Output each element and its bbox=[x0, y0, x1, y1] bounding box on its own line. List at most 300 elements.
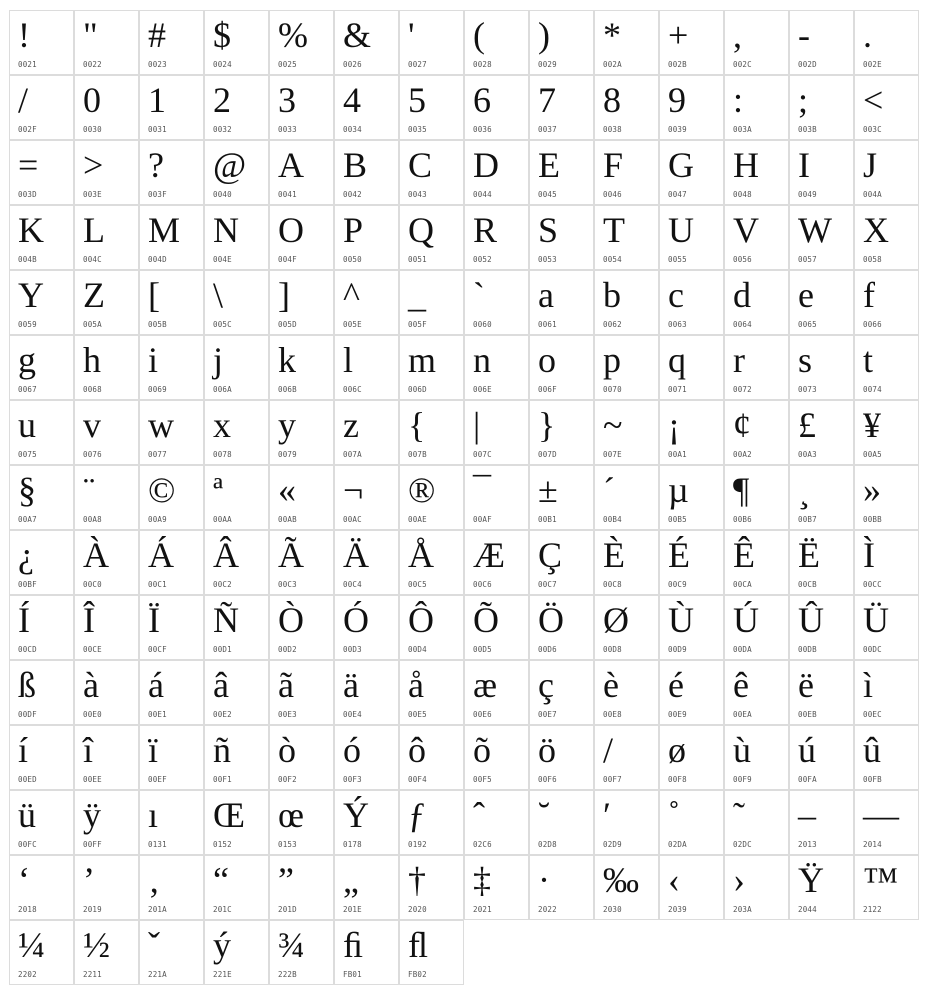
glyph-char: V bbox=[733, 210, 759, 250]
glyph-cell bbox=[334, 530, 399, 595]
glyph-cell bbox=[399, 140, 464, 205]
glyph-cell bbox=[529, 10, 594, 75]
glyph-cell bbox=[724, 530, 789, 595]
glyph-code: 00C7 bbox=[538, 580, 557, 589]
glyph-char: X bbox=[863, 210, 889, 250]
glyph-char: © bbox=[148, 470, 176, 510]
glyph-cell bbox=[9, 465, 74, 530]
glyph-cell bbox=[399, 465, 464, 530]
glyph-cell bbox=[334, 725, 399, 790]
glyph-char: ¸ bbox=[798, 470, 810, 510]
glyph-cell bbox=[9, 530, 74, 595]
glyph-cell bbox=[204, 75, 269, 140]
glyph-char: L bbox=[83, 210, 105, 250]
glyph-char: Ì bbox=[863, 535, 875, 575]
glyph-cell bbox=[789, 10, 854, 75]
glyph-code: 00F2 bbox=[278, 775, 297, 784]
glyph-code: 0047 bbox=[668, 190, 687, 199]
glyph-code: 0030 bbox=[83, 125, 102, 134]
glyph-cell bbox=[139, 400, 204, 465]
glyph-char: & bbox=[343, 15, 372, 55]
glyph-char: ’ bbox=[83, 860, 95, 900]
glyph-cell bbox=[139, 855, 204, 920]
glyph-code: 0063 bbox=[668, 320, 687, 329]
glyph-cell bbox=[204, 855, 269, 920]
glyph-char: Ã bbox=[278, 535, 304, 575]
glyph-cell bbox=[789, 725, 854, 790]
glyph-char: g bbox=[18, 340, 36, 380]
glyph-char: ÿ bbox=[83, 795, 101, 835]
glyph-cell bbox=[659, 725, 724, 790]
glyph-code: 00EA bbox=[733, 710, 752, 719]
glyph-code: 00CE bbox=[83, 645, 102, 654]
glyph-code: 0050 bbox=[343, 255, 362, 264]
glyph-cell bbox=[659, 400, 724, 465]
glyph-char: N bbox=[213, 210, 239, 250]
glyph-char: ì bbox=[863, 665, 874, 705]
glyph-code: 02DC bbox=[733, 840, 752, 849]
glyph-char: ` bbox=[473, 275, 485, 315]
glyph-code: 00F7 bbox=[603, 775, 622, 784]
glyph-char: Ý bbox=[343, 795, 369, 835]
glyph-cell bbox=[334, 10, 399, 75]
glyph-code: 007D bbox=[538, 450, 557, 459]
glyph-code: 0077 bbox=[148, 450, 167, 459]
glyph-char: q bbox=[668, 340, 686, 380]
glyph-char: ( bbox=[473, 15, 485, 55]
glyph-cell bbox=[74, 10, 139, 75]
glyph-code: 00CD bbox=[18, 645, 37, 654]
glyph-cell bbox=[9, 205, 74, 270]
glyph-code: 0079 bbox=[278, 450, 297, 459]
glyph-cell bbox=[269, 465, 334, 530]
glyph-char: ½ bbox=[83, 925, 110, 965]
glyph-cell bbox=[724, 205, 789, 270]
glyph-cell bbox=[139, 75, 204, 140]
glyph-code: 0054 bbox=[603, 255, 622, 264]
glyph-char: E bbox=[538, 145, 560, 185]
glyph-cell bbox=[204, 725, 269, 790]
glyph-char: T bbox=[603, 210, 625, 250]
glyph-code: 00E5 bbox=[408, 710, 427, 719]
glyph-code: 005F bbox=[408, 320, 427, 329]
glyph-code: 0028 bbox=[473, 60, 492, 69]
glyph-cell bbox=[334, 660, 399, 725]
glyph-code: 2202 bbox=[18, 970, 37, 979]
glyph-cell bbox=[724, 725, 789, 790]
glyph-code: 0064 bbox=[733, 320, 752, 329]
glyph-cell bbox=[464, 10, 529, 75]
glyph-char: . bbox=[863, 15, 872, 55]
glyph-code: 00ED bbox=[18, 775, 37, 784]
glyph-code: 00D5 bbox=[473, 645, 492, 654]
glyph-char: s bbox=[798, 340, 813, 380]
glyph-code: 00CF bbox=[148, 645, 167, 654]
glyph-code: 0060 bbox=[473, 320, 492, 329]
glyph-cell bbox=[204, 335, 269, 400]
glyph-cell bbox=[139, 530, 204, 595]
glyph-cell bbox=[74, 140, 139, 205]
glyph-char: a bbox=[538, 275, 554, 315]
glyph-cell bbox=[464, 465, 529, 530]
glyph-cell bbox=[594, 400, 659, 465]
glyph-char: ã bbox=[278, 665, 294, 705]
glyph-cell bbox=[529, 660, 594, 725]
glyph-char: # bbox=[148, 15, 166, 55]
glyph-code: 00EC bbox=[863, 710, 882, 719]
glyph-code: 00C9 bbox=[668, 580, 687, 589]
glyph-char: 5 bbox=[408, 80, 426, 120]
glyph-cell bbox=[204, 140, 269, 205]
glyph-char: 4 bbox=[343, 80, 361, 120]
glyph-code: 004E bbox=[213, 255, 232, 264]
glyph-cell bbox=[724, 10, 789, 75]
glyph-cell bbox=[269, 75, 334, 140]
glyph-code: 00AC bbox=[343, 515, 362, 524]
glyph-cell bbox=[139, 920, 204, 985]
glyph-char: ª bbox=[213, 470, 223, 510]
glyph-char: Ÿ bbox=[798, 860, 824, 900]
glyph-code: 00E3 bbox=[278, 710, 297, 719]
glyph-cell bbox=[9, 10, 74, 75]
glyph-cell bbox=[74, 855, 139, 920]
glyph-char: O bbox=[278, 210, 304, 250]
glyph-char: _ bbox=[408, 275, 426, 315]
glyph-cell bbox=[204, 920, 269, 985]
glyph-char: < bbox=[863, 80, 884, 120]
glyph-code: 007C bbox=[473, 450, 492, 459]
glyph-cell bbox=[74, 465, 139, 530]
glyph-code: 201D bbox=[278, 905, 297, 914]
glyph-cell bbox=[594, 205, 659, 270]
glyph-code: 00E6 bbox=[473, 710, 492, 719]
glyph-code: 00AB bbox=[278, 515, 297, 524]
glyph-char: ' bbox=[408, 15, 415, 55]
glyph-cell bbox=[74, 335, 139, 400]
glyph-cell bbox=[269, 400, 334, 465]
glyph-code: 221E bbox=[213, 970, 232, 979]
glyph-code: 006D bbox=[408, 385, 427, 394]
glyph-code: 0043 bbox=[408, 190, 427, 199]
glyph-cell bbox=[399, 920, 464, 985]
glyph-cell bbox=[269, 660, 334, 725]
glyph-char: ) bbox=[538, 15, 550, 55]
glyph-cell bbox=[659, 205, 724, 270]
glyph-cell bbox=[464, 400, 529, 465]
glyph-cell bbox=[74, 400, 139, 465]
glyph-char: 0 bbox=[83, 80, 101, 120]
glyph-code: 2021 bbox=[473, 905, 492, 914]
glyph-code: 00F1 bbox=[213, 775, 232, 784]
glyph-cell bbox=[269, 595, 334, 660]
glyph-char: [ bbox=[148, 275, 160, 315]
glyph-cell bbox=[269, 270, 334, 335]
glyph-code: 00B5 bbox=[668, 515, 687, 524]
glyph-cell bbox=[334, 140, 399, 205]
glyph-cell bbox=[399, 660, 464, 725]
glyph-cell bbox=[334, 335, 399, 400]
glyph-char: ﬁ bbox=[343, 925, 364, 965]
glyph-cell bbox=[659, 855, 724, 920]
glyph-cell bbox=[529, 400, 594, 465]
glyph-cell bbox=[854, 595, 919, 660]
glyph-cell bbox=[399, 75, 464, 140]
glyph-code: 2039 bbox=[668, 905, 687, 914]
glyph-char: ¬ bbox=[343, 470, 364, 510]
glyph-cell bbox=[594, 660, 659, 725]
glyph-char: 3 bbox=[278, 80, 296, 120]
glyph-char: Ø bbox=[603, 600, 629, 640]
glyph-cell bbox=[334, 920, 399, 985]
glyph-char: ‰ bbox=[603, 860, 639, 900]
glyph-cell bbox=[789, 270, 854, 335]
glyph-char: ‚ bbox=[148, 860, 160, 900]
glyph-cell bbox=[74, 920, 139, 985]
glyph-char: r bbox=[733, 340, 745, 380]
glyph-cell bbox=[9, 140, 74, 205]
glyph-char: ó bbox=[343, 730, 361, 770]
glyph-code: 0070 bbox=[603, 385, 622, 394]
glyph-char: Ç bbox=[538, 535, 563, 575]
glyph-cell bbox=[74, 75, 139, 140]
glyph-cell bbox=[854, 465, 919, 530]
glyph-char: l bbox=[343, 340, 354, 380]
glyph-cell bbox=[529, 75, 594, 140]
glyph-code: FB01 bbox=[343, 970, 362, 979]
glyph-code: 002B bbox=[668, 60, 687, 69]
glyph-char: å bbox=[408, 665, 424, 705]
glyph-cell bbox=[854, 400, 919, 465]
glyph-cell bbox=[464, 270, 529, 335]
glyph-char: S bbox=[538, 210, 559, 250]
glyph-code: 2019 bbox=[83, 905, 102, 914]
glyph-char: “ bbox=[213, 860, 229, 900]
glyph-char: — bbox=[863, 795, 899, 835]
glyph-code: 0131 bbox=[148, 840, 167, 849]
glyph-char: H bbox=[733, 145, 759, 185]
glyph-char: Q bbox=[408, 210, 434, 250]
glyph-code: 0078 bbox=[213, 450, 232, 459]
glyph-char: è bbox=[603, 665, 619, 705]
glyph-cell bbox=[854, 205, 919, 270]
glyph-cell bbox=[9, 400, 74, 465]
glyph-char: B bbox=[343, 145, 368, 185]
glyph-code: 0049 bbox=[798, 190, 817, 199]
glyph-code: 003C bbox=[863, 125, 882, 134]
glyph-code: 0153 bbox=[278, 840, 297, 849]
glyph-code: 00DA bbox=[733, 645, 752, 654]
glyph-code: 00C5 bbox=[408, 580, 427, 589]
glyph-code: 02D8 bbox=[538, 840, 557, 849]
glyph-code: 0061 bbox=[538, 320, 557, 329]
glyph-cell bbox=[854, 140, 919, 205]
glyph-cell bbox=[659, 660, 724, 725]
glyph-cell bbox=[854, 725, 919, 790]
glyph-cell bbox=[139, 335, 204, 400]
glyph-code: 007B bbox=[408, 450, 427, 459]
glyph-char: d bbox=[733, 275, 751, 315]
glyph-char: = bbox=[18, 145, 39, 185]
glyph-char: £ bbox=[798, 405, 816, 445]
glyph-code: 00AF bbox=[473, 515, 492, 524]
glyph-cell bbox=[594, 10, 659, 75]
glyph-char: > bbox=[83, 145, 104, 185]
glyph-char: ˇ bbox=[148, 925, 160, 965]
glyph-code: 004B bbox=[18, 255, 37, 264]
glyph-cell bbox=[529, 465, 594, 530]
glyph-cell bbox=[464, 140, 529, 205]
glyph-cell bbox=[9, 75, 74, 140]
glyph-cell bbox=[789, 400, 854, 465]
glyph-char: ¨ bbox=[83, 470, 95, 510]
glyph-cell bbox=[594, 75, 659, 140]
glyph-code: 00CB bbox=[798, 580, 817, 589]
glyph-code: 00E2 bbox=[213, 710, 232, 719]
glyph-cell bbox=[399, 10, 464, 75]
glyph-code: 0053 bbox=[538, 255, 557, 264]
glyph-code: 00E1 bbox=[148, 710, 167, 719]
glyph-code: 0073 bbox=[798, 385, 817, 394]
glyph-cell bbox=[789, 855, 854, 920]
glyph-char: – bbox=[798, 795, 816, 835]
glyph-cell bbox=[334, 595, 399, 660]
glyph-cell bbox=[74, 595, 139, 660]
glyph-char: R bbox=[473, 210, 498, 250]
glyph-cell bbox=[399, 335, 464, 400]
glyph-cell bbox=[594, 270, 659, 335]
glyph-char: 6 bbox=[473, 80, 491, 120]
glyph-code: 2030 bbox=[603, 905, 622, 914]
glyph-char: M bbox=[148, 210, 181, 250]
glyph-code: 0029 bbox=[538, 60, 557, 69]
glyph-char: Å bbox=[408, 535, 434, 575]
glyph-char: · bbox=[538, 860, 550, 900]
glyph-code: 003D bbox=[18, 190, 37, 199]
glyph-char: Á bbox=[148, 535, 174, 575]
glyph-code: 2013 bbox=[798, 840, 817, 849]
glyph-code: 0040 bbox=[213, 190, 232, 199]
glyph-code: 00F9 bbox=[733, 775, 752, 784]
glyph-cell bbox=[9, 270, 74, 335]
glyph-char: G bbox=[668, 145, 694, 185]
glyph-cell bbox=[399, 205, 464, 270]
glyph-code: 0038 bbox=[603, 125, 622, 134]
glyph-code: 00D8 bbox=[603, 645, 622, 654]
glyph-cell bbox=[854, 10, 919, 75]
glyph-cell bbox=[529, 205, 594, 270]
glyph-code: 221A bbox=[148, 970, 167, 979]
glyph-code: 00C4 bbox=[343, 580, 362, 589]
glyph-char: W bbox=[798, 210, 832, 250]
glyph-char: 9 bbox=[668, 80, 686, 120]
glyph-cell bbox=[659, 530, 724, 595]
glyph-cell bbox=[529, 270, 594, 335]
glyph-code: 2211 bbox=[83, 970, 102, 979]
glyph-code: 0031 bbox=[148, 125, 167, 134]
glyph-cell bbox=[789, 465, 854, 530]
glyph-cell bbox=[464, 205, 529, 270]
glyph-char: ê bbox=[733, 665, 749, 705]
glyph-code: 00B6 bbox=[733, 515, 752, 524]
glyph-cell bbox=[204, 790, 269, 855]
glyph-char: Ò bbox=[278, 600, 304, 640]
glyph-code: 0071 bbox=[668, 385, 687, 394]
glyph-code: 0065 bbox=[798, 320, 817, 329]
glyph-code: 006C bbox=[343, 385, 362, 394]
glyph-char: ı bbox=[148, 795, 159, 835]
glyph-code: 0023 bbox=[148, 60, 167, 69]
glyph-code: 0072 bbox=[733, 385, 752, 394]
glyph-char: ë bbox=[798, 665, 814, 705]
glyph-cell bbox=[529, 530, 594, 595]
glyph-code: 00EE bbox=[83, 775, 102, 784]
glyph-cell bbox=[594, 530, 659, 595]
glyph-code: 002E bbox=[863, 60, 882, 69]
glyph-cell bbox=[594, 725, 659, 790]
glyph-char: Ñ bbox=[213, 600, 239, 640]
glyph-code: 00F6 bbox=[538, 775, 557, 784]
glyph-cell bbox=[594, 465, 659, 530]
glyph-cell bbox=[659, 465, 724, 530]
glyph-char: Ú bbox=[733, 600, 759, 640]
glyph-code: 00CC bbox=[863, 580, 882, 589]
glyph-code: 00B1 bbox=[538, 515, 557, 524]
glyph-cell bbox=[724, 335, 789, 400]
glyph-char: » bbox=[863, 470, 881, 510]
glyph-char: „ bbox=[343, 860, 359, 900]
glyph-code: 0068 bbox=[83, 385, 102, 394]
glyph-cell bbox=[204, 530, 269, 595]
glyph-cell bbox=[269, 790, 334, 855]
glyph-char: 7 bbox=[538, 80, 556, 120]
glyph-char: 1 bbox=[148, 80, 166, 120]
glyph-code: 02C6 bbox=[473, 840, 492, 849]
glyph-cell bbox=[789, 75, 854, 140]
glyph-char: Z bbox=[83, 275, 105, 315]
glyph-code: 0024 bbox=[213, 60, 232, 69]
glyph-cell bbox=[789, 140, 854, 205]
glyph-code: 02D9 bbox=[603, 840, 622, 849]
glyph-code: 0069 bbox=[148, 385, 167, 394]
glyph-cell bbox=[659, 595, 724, 660]
glyph-char: ¾ bbox=[278, 925, 305, 965]
glyph-code: 00EF bbox=[148, 775, 167, 784]
glyph-code: 00B7 bbox=[798, 515, 817, 524]
glyph-code: 00F4 bbox=[408, 775, 427, 784]
glyph-cell bbox=[399, 530, 464, 595]
glyph-code: 0035 bbox=[408, 125, 427, 134]
glyph-char: C bbox=[408, 145, 433, 185]
glyph-code: 006E bbox=[473, 385, 492, 394]
glyph-code: 00CA bbox=[733, 580, 752, 589]
glyph-code: 0037 bbox=[538, 125, 557, 134]
glyph-code: 00B4 bbox=[603, 515, 622, 524]
glyph-char: ¶ bbox=[733, 470, 750, 510]
glyph-code: 006B bbox=[278, 385, 297, 394]
glyph-cell bbox=[74, 725, 139, 790]
glyph-cell bbox=[724, 855, 789, 920]
glyph-code: 2022 bbox=[538, 905, 557, 914]
glyph-char: Â bbox=[213, 535, 239, 575]
glyph-cell bbox=[9, 920, 74, 985]
glyph-cell bbox=[724, 465, 789, 530]
glyph-cell bbox=[204, 400, 269, 465]
glyph-char: ü bbox=[18, 795, 36, 835]
glyph-cell bbox=[724, 790, 789, 855]
glyph-char: $ bbox=[213, 15, 231, 55]
glyph-char: x bbox=[213, 405, 231, 445]
glyph-cell bbox=[594, 595, 659, 660]
